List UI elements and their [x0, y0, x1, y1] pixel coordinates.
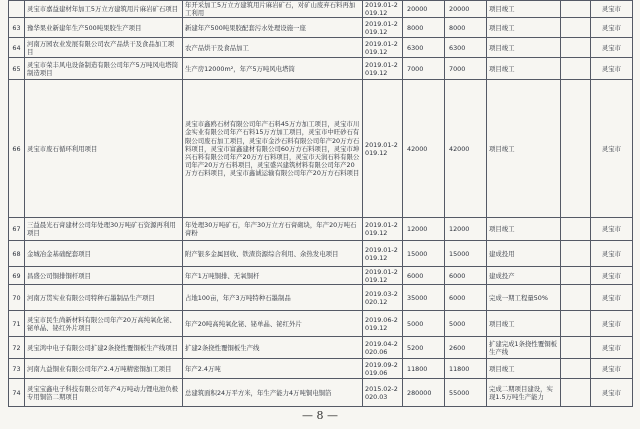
responsible-unit	[561, 379, 591, 407]
county-name: 灵宝市	[591, 58, 633, 80]
row-number: 74	[9, 379, 25, 407]
county-name: 灵宝市	[591, 311, 633, 337]
annual-investment: 11800	[445, 359, 487, 379]
project-name: 河南万贯实业有限公司特种石墨制品生产项目	[25, 285, 183, 311]
responsible-unit	[561, 337, 591, 359]
annual-investment: 42000	[445, 80, 487, 218]
total-investment: 15000	[403, 241, 445, 267]
construction-content: 年产2.4万吨	[183, 359, 363, 379]
responsible-unit	[561, 267, 591, 285]
table-row	[9, 1, 633, 18]
table-row	[9, 38, 633, 58]
row-number: 65	[9, 58, 25, 80]
table-row	[9, 218, 633, 241]
row-number: 68	[9, 241, 25, 267]
construction-content: 年产20吨高纯氧化铋、铋单晶、铋红外片	[183, 311, 363, 337]
table-row	[9, 379, 633, 407]
annual-investment: 8000	[445, 18, 487, 38]
county-name: 灵宝市	[591, 359, 633, 379]
county-name: 灵宝市	[591, 80, 633, 218]
construction-content: 年开采加工5万立方建筑用片麻岩矿石，对矿山废弃石料再加工利用	[183, 1, 363, 18]
county-name: 灵宝市	[591, 38, 633, 58]
construction-content: 灵宝市鑫鸥石材有限公司年产石料45万方加工项目，灵宝市川金实业有限公司年产石料15万方加工项目，灵宝市中旺砂石有限公司废石加工项目，灵宝市金沙石料有限公司年产20万方石料项目，灵宝市富鑫建材有限公司60万方石料项目，灵宝市坤兴石料有限公司年产20万方石料项目，灵宝市天润石料有限公司年产20万方石料项目，灵宝盛兴建筑材料有限公司年产20万方石料项目，灵宝市鑫诚运输有限公司年产20万方石料项目	[183, 80, 363, 218]
project-name: 灵宝市民生尚新材料有限公司年产20万高纯氧化铋、铋单晶、铋红外片项目	[25, 311, 183, 337]
total-investment: 12000	[403, 218, 445, 241]
construction-period: 2019.04-2020.06	[363, 337, 403, 359]
construction-period: 2019.01-2019.12	[363, 267, 403, 285]
annual-progress: 项目竣工	[487, 38, 561, 58]
annual-progress: 建成投用	[487, 241, 561, 267]
table-row	[9, 337, 633, 359]
project-name: 灵宝市荣丰风电设备制造有限公司年产5万吨风电塔筒制造项目	[25, 58, 183, 80]
total-investment: 7000	[403, 58, 445, 80]
county-name: 灵宝市	[591, 267, 633, 285]
construction-period: 2019.01-2019.12	[363, 18, 403, 38]
table-row	[9, 285, 633, 311]
construction-content: 扩建2条挠性覆铜板生产线	[183, 337, 363, 359]
project-name: 灵宝市嘉益建材年加工5万立方建筑用片麻岩矿石项目	[25, 1, 183, 18]
row-number: 70	[9, 285, 25, 311]
row-number: 71	[9, 311, 25, 337]
project-name: 灵宝市废石循环利用项目	[25, 80, 183, 218]
annual-investment: 7000	[445, 58, 487, 80]
construction-content: 附产银多金属回收、铁渣资源综合利用、余热发电项目	[183, 241, 363, 267]
table-row	[9, 18, 633, 38]
annual-investment: 12000	[445, 218, 487, 241]
county-name: 灵宝市	[591, 379, 633, 407]
annual-investment: 5000	[445, 311, 487, 337]
construction-content: 年产1万吨铜排、无氧铜杆	[183, 267, 363, 285]
responsible-unit	[561, 241, 591, 267]
total-investment: 6000	[403, 267, 445, 285]
annual-progress: 扩建完成1条挠性覆铜板生产线	[487, 337, 561, 359]
construction-period: 2019.01-2019.12	[363, 241, 403, 267]
total-investment: 5000	[403, 311, 445, 337]
annual-investment: 6000	[445, 285, 487, 311]
project-name: 豫华果业新建年生产500吨果胶生产项目	[25, 18, 183, 38]
construction-period: 2019.01-2019.12	[363, 38, 403, 58]
table-row	[9, 311, 633, 337]
county-name: 灵宝市	[591, 218, 633, 241]
responsible-unit	[561, 1, 591, 18]
total-investment: 280000	[403, 379, 445, 407]
project-name: 灵宝鸿中电子有限公司扩建2条挠性覆铜板生产线项目	[25, 337, 183, 359]
table-row	[9, 267, 633, 285]
row-number: 69	[9, 267, 25, 285]
annual-investment: 6300	[445, 38, 487, 58]
annual-progress: 项目竣工	[487, 58, 561, 80]
annual-progress: 项目竣工	[487, 1, 561, 18]
responsible-unit	[561, 58, 591, 80]
responsible-unit	[561, 80, 591, 218]
project-name: 昌盛公司铜排铜杆项目	[25, 267, 183, 285]
construction-period: 2015.02-2020.03	[363, 379, 403, 407]
responsible-unit	[561, 311, 591, 337]
project-name: 金城冶金基础配套项目	[25, 241, 183, 267]
county-name: 灵宝市	[591, 1, 633, 18]
annual-progress: 项目竣工	[487, 80, 561, 218]
annual-progress: 项目竣工	[487, 359, 561, 379]
total-investment: 42000	[403, 80, 445, 218]
responsible-unit	[561, 285, 591, 311]
project-name: 河南九益铜业有限公司年产2.4万吨精密铜加工项目	[25, 359, 183, 379]
construction-period: 2019.01-2019.12	[363, 1, 403, 18]
table-row	[9, 80, 633, 218]
construction-period: 2019.03-2020.12	[363, 285, 403, 311]
construction-period: 2019.01-2019.12	[363, 218, 403, 241]
construction-period: 2019.06-2019.12	[363, 311, 403, 337]
project-name: 三益晨光石膏建材公司年处理30万吨矿石资源再利用项目	[25, 218, 183, 241]
project-name: 灵宝宝鑫电子科技有限公司年产4万吨动力锂电池负极专用铜箔二期项目	[25, 379, 183, 407]
annual-progress: 项目竣工	[487, 311, 561, 337]
table-row	[9, 359, 633, 379]
total-investment: 8000	[403, 18, 445, 38]
county-name: 灵宝市	[591, 18, 633, 38]
row-number: 73	[9, 359, 25, 379]
total-investment: 6300	[403, 38, 445, 58]
row-number: 64	[9, 38, 25, 58]
annual-investment: 15000	[445, 241, 487, 267]
annual-progress: 完成一期工程量50%	[487, 285, 561, 311]
row-number: 66	[9, 80, 25, 218]
annual-investment: 6000	[445, 267, 487, 285]
total-investment: 35000	[403, 285, 445, 311]
annual-progress: 项目竣工	[487, 218, 561, 241]
county-name: 灵宝市	[591, 241, 633, 267]
responsible-unit	[561, 38, 591, 58]
construction-period: 2019.09-2019.06	[363, 359, 403, 379]
project-table	[8, 0, 633, 407]
construction-content: 农产品烘干及食品加工	[183, 38, 363, 58]
construction-period: 2019.01-2019.12	[363, 80, 403, 218]
total-investment: 11800	[403, 359, 445, 379]
project-name: 河南万园农业发展有限公司农产品烘干及食品加工项目	[25, 38, 183, 58]
construction-content: 总建筑面积24万平方米，年生产能力4万吨铜电铜箔	[183, 379, 363, 407]
construction-content: 年处理30万吨矿石，年产30万立方石膏砌块，年产20万吨石膏粉	[183, 218, 363, 241]
county-name: 灵宝市	[591, 285, 633, 311]
table-row	[9, 58, 633, 80]
construction-content: 占地100亩，年产3万吨特种石墨制品	[183, 285, 363, 311]
responsible-unit	[561, 218, 591, 241]
annual-investment: 55000	[445, 379, 487, 407]
construction-content: 新建年产500吨果胶配套污水处理设施一座	[183, 18, 363, 38]
page-number: — 8 —	[302, 409, 338, 422]
responsible-unit	[561, 359, 591, 379]
annual-progress: 完成二期项目建设，实现1.5万吨生产能力	[487, 379, 561, 407]
construction-content: 生产房12000m²，年产5万吨风电塔筒	[183, 58, 363, 80]
construction-period: 2019.01-2019.12	[363, 58, 403, 80]
total-investment: 5200	[403, 337, 445, 359]
row-number: 67	[9, 218, 25, 241]
row-number: 72	[9, 337, 25, 359]
row-number	[9, 1, 25, 18]
responsible-unit	[561, 18, 591, 38]
annual-progress: 建成投产	[487, 267, 561, 285]
row-number: 63	[9, 18, 25, 38]
total-investment: 20000	[403, 1, 445, 18]
annual-investment: 20000	[445, 1, 487, 18]
table-row	[9, 241, 633, 267]
county-name: 灵宝市	[591, 337, 633, 359]
annual-investment: 2600	[445, 337, 487, 359]
annual-progress: 项目竣工	[487, 18, 561, 38]
